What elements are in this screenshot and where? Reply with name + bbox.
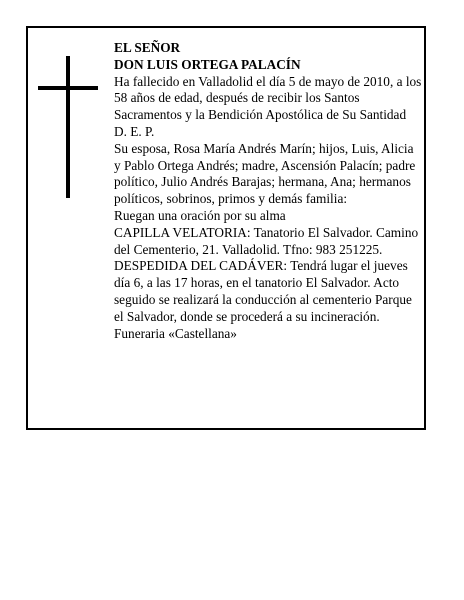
cross-horizontal-bar — [38, 86, 98, 90]
funeral-home: Funeraria «Castellana» — [114, 325, 237, 341]
family-list: Su esposa, Rosa María Andrés Marín; hijos, Luis, Alicia y Pablo Ortega Andrés; madre, Ascensión Palacín; padre político, Julio Andrés Barajas; hermana, Ana; hermanos políticos, sobrinos, primos y demás familia: — [114, 140, 416, 207]
deceased-name: DON LUIS ORTEGA PALACÍN — [114, 56, 301, 72]
obituary-text — [114, 40, 422, 342]
cross-vertical-bar — [66, 56, 70, 198]
obituary-title: EL SEÑOR — [114, 40, 181, 55]
funeral-service-info: DESPEDIDA DEL CADÁVER: Tendrá lugar el jueves día 6, a las 17 horas, en el tanatorio El Salvador. Acto seguido se realizará la conducción al cementerio Parque el Salvador, donde se procederá a su incineración. — [114, 258, 412, 324]
death-announcement: Ha fallecido en Valladolid el día 5 de mayo de 2010, a los 58 años de edad, después de recibir los Santos Sacramentos y la Bendición Apostólica de Su Santidad D. E. P. — [114, 73, 422, 139]
cross-icon — [38, 56, 98, 198]
prayer-request: Ruegan una oración por su alma — [114, 207, 286, 223]
wake-chapel-info: CAPILLA VELATORIA: Tanatorio El Salvador. Camino del Cementerio, 21. Valladolid. Tfno: 983 251225. — [114, 224, 419, 257]
obituary-notice — [26, 26, 426, 430]
